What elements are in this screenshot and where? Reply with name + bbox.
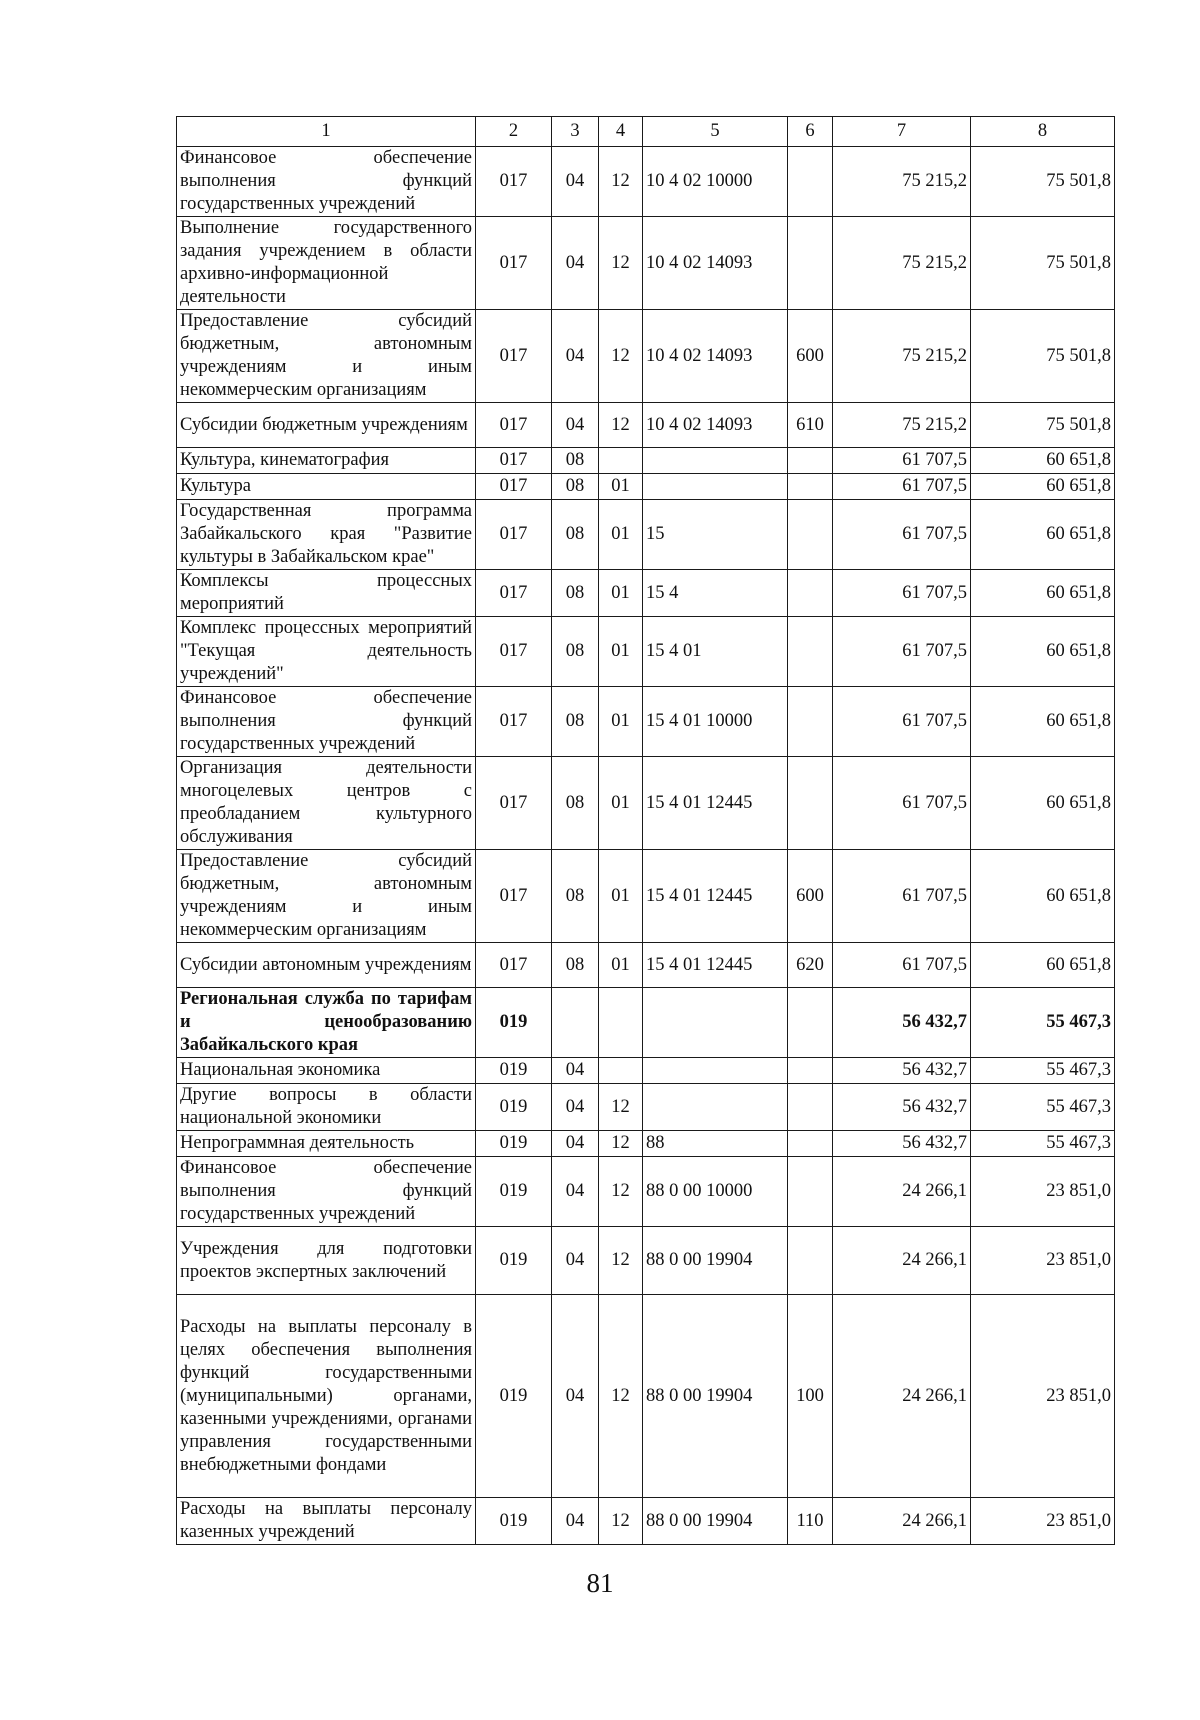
- row-chapter-cell: 017: [476, 850, 552, 943]
- row-name-cell: Расходы на выплаты персоналу в целях обеспечения выполнения функций государственными (муниципальными) органами, казенными учреждениями, органами управления государственными внебюджетными фондами: [177, 1295, 476, 1498]
- row-name-cell: Непрограммная деятельность: [177, 1131, 476, 1157]
- row-amount-col8-cell: 60 651,8: [971, 617, 1115, 687]
- row-amount-col8-cell: 55 467,3: [971, 1131, 1115, 1157]
- table-row: [177, 448, 1115, 474]
- row-section-cell: 04: [552, 403, 599, 448]
- row-target-code-cell: [643, 988, 788, 1058]
- row-expense-type-cell: [788, 1058, 833, 1084]
- row-subsection-cell: 01: [599, 687, 643, 757]
- row-amount-col8-cell: 60 651,8: [971, 448, 1115, 474]
- row-amount-col7-cell: 61 707,5: [833, 500, 971, 570]
- row-subsection-cell: 12: [599, 1084, 643, 1131]
- row-target-code-cell: 15 4 01 12445: [643, 850, 788, 943]
- row-section-cell: [552, 988, 599, 1058]
- row-amount-col7-cell: 24 266,1: [833, 1157, 971, 1227]
- row-subsection-cell: 01: [599, 943, 643, 988]
- row-subsection-cell: 01: [599, 474, 643, 500]
- row-name-cell: Национальная экономика: [177, 1058, 476, 1084]
- row-section-cell: 04: [552, 147, 599, 217]
- row-chapter-cell: 019: [476, 1084, 552, 1131]
- table-body: [177, 147, 1115, 1545]
- row-amount-col7-cell: 61 707,5: [833, 448, 971, 474]
- row-target-code-cell: 15 4 01: [643, 617, 788, 687]
- row-name-cell: Расходы на выплаты персоналу казенных учреждений: [177, 1498, 476, 1545]
- row-target-code-cell: 15 4 01 12445: [643, 757, 788, 850]
- row-chapter-cell: 017: [476, 403, 552, 448]
- budget-table: [176, 116, 1115, 1545]
- table-row: [177, 1157, 1115, 1227]
- row-amount-col8-cell: 23 851,0: [971, 1227, 1115, 1295]
- row-amount-col8-cell: 60 651,8: [971, 500, 1115, 570]
- table-row: [177, 217, 1115, 310]
- row-section-cell: 04: [552, 217, 599, 310]
- row-section-cell: 04: [552, 1157, 599, 1227]
- row-amount-col7-cell: 24 266,1: [833, 1227, 971, 1295]
- row-chapter-cell: 017: [476, 310, 552, 403]
- row-target-code-cell: [643, 448, 788, 474]
- row-chapter-cell: 017: [476, 757, 552, 850]
- row-expense-type-cell: [788, 500, 833, 570]
- row-subsection-cell: 01: [599, 617, 643, 687]
- row-section-cell: 08: [552, 687, 599, 757]
- row-expense-type-cell: [788, 1084, 833, 1131]
- row-amount-col7-cell: 75 215,2: [833, 147, 971, 217]
- row-amount-col7-cell: 75 215,2: [833, 217, 971, 310]
- row-name-cell: Субсидии автономным учреждениям: [177, 943, 476, 988]
- row-chapter-cell: 017: [476, 617, 552, 687]
- row-amount-col7-cell: 61 707,5: [833, 474, 971, 500]
- row-section-cell: 08: [552, 570, 599, 617]
- table-row: [177, 943, 1115, 988]
- row-subsection-cell: 12: [599, 310, 643, 403]
- row-subsection-cell: [599, 988, 643, 1058]
- row-target-code-cell: [643, 1058, 788, 1084]
- row-expense-type-cell: 100: [788, 1295, 833, 1498]
- row-subsection-cell: 12: [599, 147, 643, 217]
- row-expense-type-cell: [788, 687, 833, 757]
- row-name-cell: Другие вопросы в области национальной экономики: [177, 1084, 476, 1131]
- table-row: [177, 1227, 1115, 1295]
- row-subsection-cell: 01: [599, 850, 643, 943]
- row-amount-col7-cell: 61 707,5: [833, 757, 971, 850]
- row-name-cell: Культура: [177, 474, 476, 500]
- table-row: [177, 403, 1115, 448]
- row-name-cell: Финансовое обеспечение выполнения функций государственных учреждений: [177, 687, 476, 757]
- row-expense-type-cell: 610: [788, 403, 833, 448]
- row-target-code-cell: 10 4 02 14093: [643, 403, 788, 448]
- row-chapter-cell: 017: [476, 570, 552, 617]
- row-chapter-cell: 019: [476, 988, 552, 1058]
- row-expense-type-cell: [788, 1227, 833, 1295]
- table-row: [177, 1058, 1115, 1084]
- row-name-cell: Организация деятельности многоцелевых центров с преобладанием культурного обслуживания: [177, 757, 476, 850]
- row-expense-type-cell: [788, 617, 833, 687]
- row-name-cell: Выполнение государственного задания учреждением в области архивно-информационной деятельности: [177, 217, 476, 310]
- header-cell: 5: [643, 117, 788, 147]
- row-expense-type-cell: [788, 147, 833, 217]
- table-row: [177, 310, 1115, 403]
- row-target-code-cell: 88 0 00 19904: [643, 1227, 788, 1295]
- table-row: [177, 850, 1115, 943]
- row-name-cell: Комплексы процессных мероприятий: [177, 570, 476, 617]
- header-row: [177, 117, 1115, 147]
- row-name-cell: Региональная служба по тарифам и ценообразованию Забайкальского края: [177, 988, 476, 1058]
- row-target-code-cell: 15 4 01 12445: [643, 943, 788, 988]
- row-amount-col8-cell: 75 501,8: [971, 403, 1115, 448]
- table-row: [177, 1498, 1115, 1545]
- row-chapter-cell: 019: [476, 1131, 552, 1157]
- row-amount-col8-cell: 75 501,8: [971, 310, 1115, 403]
- row-target-code-cell: 10 4 02 14093: [643, 217, 788, 310]
- row-section-cell: 08: [552, 943, 599, 988]
- row-expense-type-cell: [788, 1157, 833, 1227]
- row-chapter-cell: 017: [476, 474, 552, 500]
- row-target-code-cell: 15 4: [643, 570, 788, 617]
- row-section-cell: 04: [552, 1227, 599, 1295]
- row-target-code-cell: 88 0 00 19904: [643, 1498, 788, 1545]
- row-amount-col7-cell: 61 707,5: [833, 617, 971, 687]
- page-number: 81: [586, 1568, 614, 1598]
- row-amount-col7-cell: 75 215,2: [833, 403, 971, 448]
- header-cell: 3: [552, 117, 599, 147]
- row-chapter-cell: 017: [476, 943, 552, 988]
- table-row: [177, 617, 1115, 687]
- row-amount-col7-cell: 61 707,5: [833, 850, 971, 943]
- row-expense-type-cell: 110: [788, 1498, 833, 1545]
- row-amount-col7-cell: 56 432,7: [833, 1084, 971, 1131]
- row-amount-col8-cell: 55 467,3: [971, 1084, 1115, 1131]
- row-amount-col8-cell: 60 651,8: [971, 687, 1115, 757]
- row-amount-col7-cell: 61 707,5: [833, 570, 971, 617]
- row-subsection-cell: 12: [599, 1498, 643, 1545]
- row-amount-col7-cell: 61 707,5: [833, 943, 971, 988]
- table-row: [177, 988, 1115, 1058]
- row-target-code-cell: [643, 474, 788, 500]
- row-chapter-cell: 019: [476, 1227, 552, 1295]
- row-amount-col8-cell: 60 651,8: [971, 570, 1115, 617]
- row-target-code-cell: 88 0 00 19904: [643, 1295, 788, 1498]
- row-expense-type-cell: [788, 988, 833, 1058]
- row-target-code-cell: 15: [643, 500, 788, 570]
- header-cell: 7: [833, 117, 971, 147]
- row-amount-col8-cell: 60 651,8: [971, 474, 1115, 500]
- row-subsection-cell: 01: [599, 757, 643, 850]
- row-subsection-cell: 12: [599, 1131, 643, 1157]
- row-name-cell: Культура, кинематография: [177, 448, 476, 474]
- row-amount-col7-cell: 56 432,7: [833, 1058, 971, 1084]
- row-section-cell: 08: [552, 850, 599, 943]
- row-amount-col8-cell: 23 851,0: [971, 1295, 1115, 1498]
- row-subsection-cell: 01: [599, 500, 643, 570]
- row-name-cell: Субсидии бюджетным учреждениям: [177, 403, 476, 448]
- row-expense-type-cell: [788, 570, 833, 617]
- row-expense-type-cell: 600: [788, 850, 833, 943]
- table-row: [177, 757, 1115, 850]
- header-cell: 4: [599, 117, 643, 147]
- row-amount-col8-cell: 23 851,0: [971, 1157, 1115, 1227]
- row-amount-col8-cell: 60 651,8: [971, 943, 1115, 988]
- row-amount-col8-cell: 23 851,0: [971, 1498, 1115, 1545]
- row-chapter-cell: 017: [476, 500, 552, 570]
- row-chapter-cell: 017: [476, 687, 552, 757]
- table-row: [177, 500, 1115, 570]
- row-name-cell: Финансовое обеспечение выполнения функций государственных учреждений: [177, 147, 476, 217]
- table-row: [177, 474, 1115, 500]
- row-amount-col8-cell: 60 651,8: [971, 757, 1115, 850]
- row-chapter-cell: 017: [476, 217, 552, 310]
- row-section-cell: 04: [552, 1498, 599, 1545]
- row-section-cell: 08: [552, 757, 599, 850]
- row-amount-col7-cell: 75 215,2: [833, 310, 971, 403]
- row-section-cell: 04: [552, 1058, 599, 1084]
- row-subsection-cell: 12: [599, 1295, 643, 1498]
- row-amount-col7-cell: 56 432,7: [833, 1131, 971, 1157]
- row-expense-type-cell: 600: [788, 310, 833, 403]
- row-target-code-cell: 10 4 02 10000: [643, 147, 788, 217]
- row-subsection-cell: 12: [599, 403, 643, 448]
- row-name-cell: Комплекс процессных мероприятий "Текущая деятельность учреждений": [177, 617, 476, 687]
- table-row: [177, 1295, 1115, 1498]
- row-chapter-cell: 019: [476, 1157, 552, 1227]
- header-cell: 1: [177, 117, 476, 147]
- row-section-cell: 08: [552, 448, 599, 474]
- row-name-cell: Государственная программа Забайкальского края "Развитие культуры в Забайкальском крае": [177, 500, 476, 570]
- row-amount-col8-cell: 75 501,8: [971, 147, 1115, 217]
- row-subsection-cell: [599, 448, 643, 474]
- row-chapter-cell: 017: [476, 448, 552, 474]
- row-target-code-cell: 10 4 02 14093: [643, 310, 788, 403]
- header-cell: 6: [788, 117, 833, 147]
- row-chapter-cell: 019: [476, 1498, 552, 1545]
- row-section-cell: 08: [552, 474, 599, 500]
- row-amount-col8-cell: 55 467,3: [971, 988, 1115, 1058]
- row-section-cell: 04: [552, 1131, 599, 1157]
- row-expense-type-cell: [788, 474, 833, 500]
- header-cell: 2: [476, 117, 552, 147]
- row-name-cell: Предоставление субсидий бюджетным, автономным учреждениям и иным некоммерческим организациям: [177, 310, 476, 403]
- row-name-cell: Учреждения для подготовки проектов экспертных заключений: [177, 1227, 476, 1295]
- row-expense-type-cell: [788, 1131, 833, 1157]
- row-amount-col8-cell: 75 501,8: [971, 217, 1115, 310]
- row-chapter-cell: 019: [476, 1058, 552, 1084]
- header-cell: 8: [971, 117, 1115, 147]
- row-expense-type-cell: 620: [788, 943, 833, 988]
- row-subsection-cell: [599, 1058, 643, 1084]
- row-subsection-cell: 12: [599, 1157, 643, 1227]
- table-row: [177, 570, 1115, 617]
- row-amount-col7-cell: 56 432,7: [833, 988, 971, 1058]
- row-subsection-cell: 12: [599, 1227, 643, 1295]
- table-row: [177, 147, 1115, 217]
- row-target-code-cell: 15 4 01 10000: [643, 687, 788, 757]
- row-target-code-cell: 88: [643, 1131, 788, 1157]
- row-amount-col7-cell: 61 707,5: [833, 687, 971, 757]
- row-expense-type-cell: [788, 448, 833, 474]
- row-section-cell: 08: [552, 500, 599, 570]
- row-chapter-cell: 017: [476, 147, 552, 217]
- row-amount-col8-cell: 55 467,3: [971, 1058, 1115, 1084]
- row-section-cell: 04: [552, 310, 599, 403]
- row-target-code-cell: [643, 1084, 788, 1131]
- row-subsection-cell: 12: [599, 217, 643, 310]
- row-section-cell: 04: [552, 1084, 599, 1131]
- row-name-cell: Финансовое обеспечение выполнения функций государственных учреждений: [177, 1157, 476, 1227]
- row-target-code-cell: 88 0 00 10000: [643, 1157, 788, 1227]
- row-amount-col8-cell: 60 651,8: [971, 850, 1115, 943]
- row-expense-type-cell: [788, 217, 833, 310]
- row-amount-col7-cell: 24 266,1: [833, 1295, 971, 1498]
- row-subsection-cell: 01: [599, 570, 643, 617]
- row-section-cell: 04: [552, 1295, 599, 1498]
- row-chapter-cell: 019: [476, 1295, 552, 1498]
- table-row: [177, 1084, 1115, 1131]
- table-row: [177, 1131, 1115, 1157]
- row-name-cell: Предоставление субсидий бюджетным, автономным учреждениям и иным некоммерческим организациям: [177, 850, 476, 943]
- row-expense-type-cell: [788, 757, 833, 850]
- table-row: [177, 687, 1115, 757]
- row-section-cell: 08: [552, 617, 599, 687]
- row-amount-col7-cell: 24 266,1: [833, 1498, 971, 1545]
